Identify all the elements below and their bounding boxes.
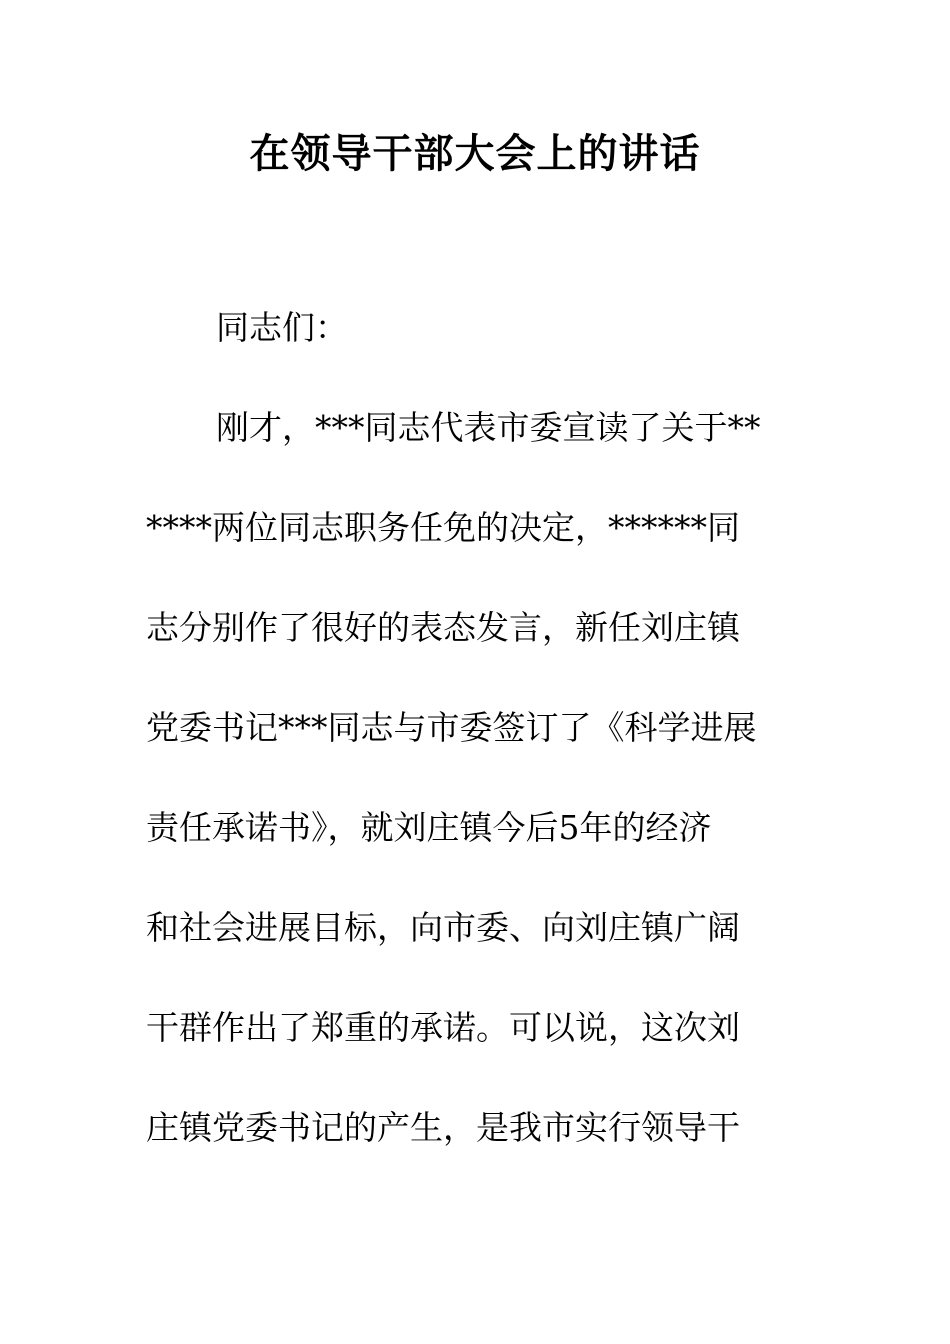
paragraph-line: 刚才，***同志代表市委宣读了关于** (216, 408, 761, 447)
paragraph-line: 庄镇党委书记的产生，是我市实行领导干 (146, 1108, 740, 1147)
salutation: 同志们： (216, 308, 348, 347)
document-title: 在领导干部大会上的讲话 (249, 131, 701, 177)
paragraph-line: 和社会进展目标，向市委、向刘庄镇广阔 (146, 908, 740, 947)
paragraph-line: 责任承诺书》，就刘庄镇今后5年的经济 (146, 808, 712, 847)
paragraph-line: 干群作出了郑重的承诺。可以说，这次刘 (146, 1008, 740, 1047)
paragraph-line: 志分别作了很好的表态发言，新任刘庄镇 (146, 608, 740, 647)
paragraph-line: ****两位同志职务任免的决定，******同 (146, 508, 740, 547)
paragraph-line: 党委书记***同志与市委签订了《科学进展 (146, 708, 757, 747)
